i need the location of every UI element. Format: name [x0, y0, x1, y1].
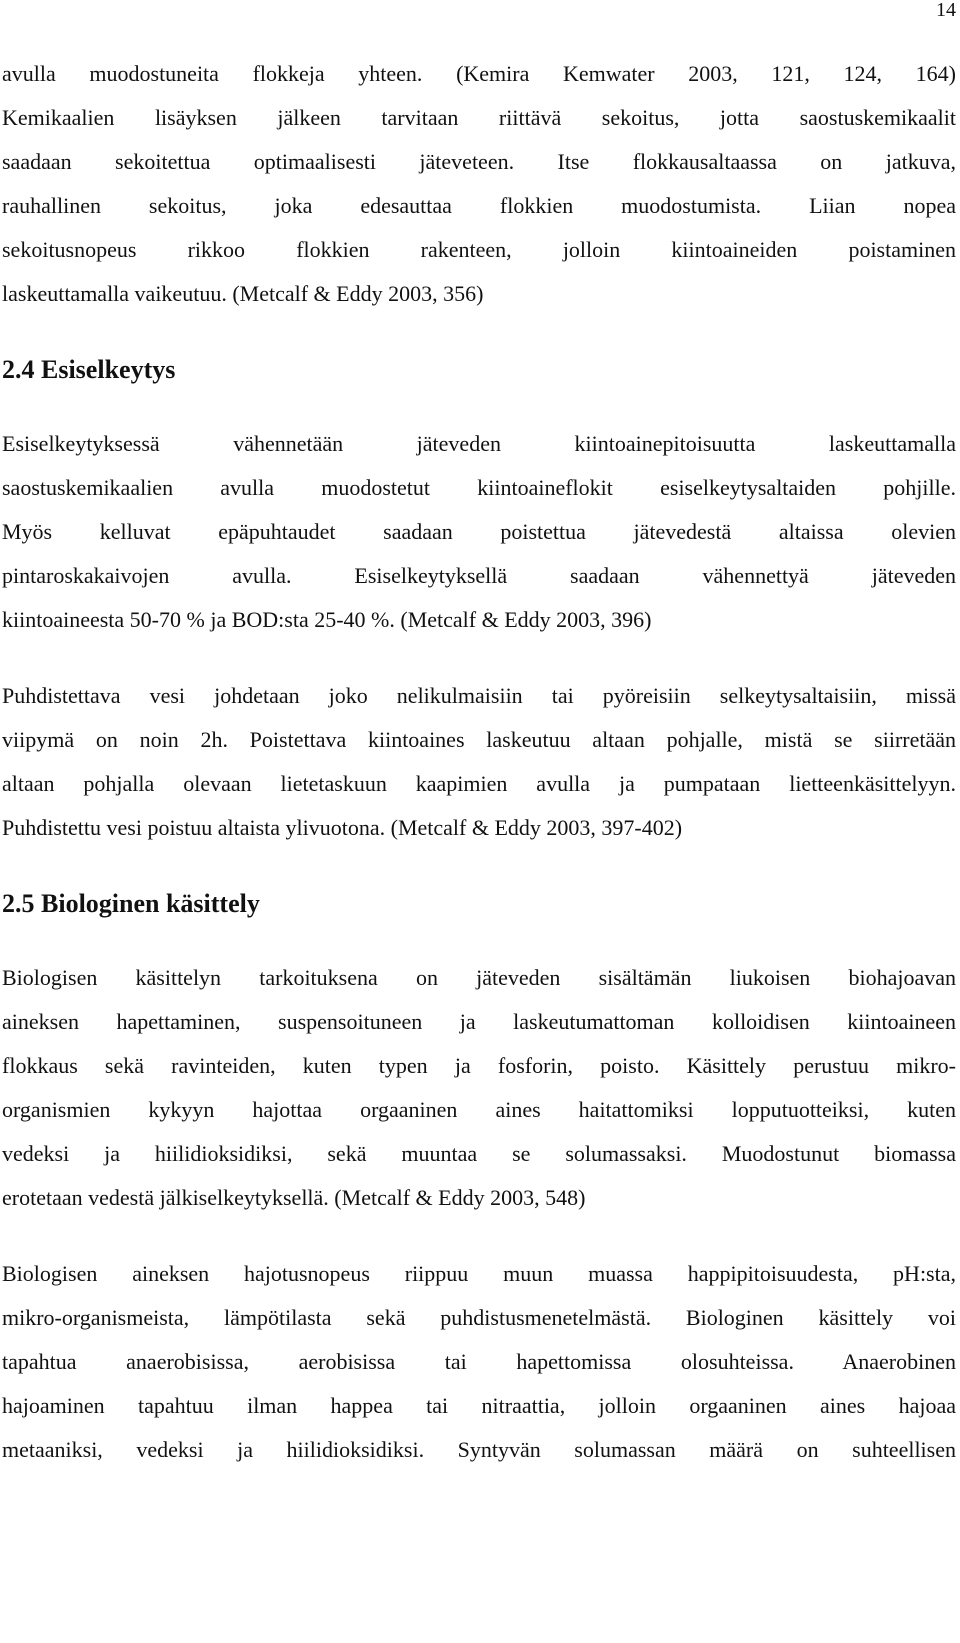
text-line: rauhallinen sekoitus, joka edesauttaa flokkien muodostumista. Liian nopea — [2, 193, 956, 218]
text-line: laskeuttamalla vaikeutuu. (Metcalf & Eddy 2003, 356) — [2, 281, 484, 306]
section-heading-esiselkeytys: 2.4 Esiselkeytys — [2, 355, 176, 384]
text-line: mikro-organismeista, lämpötilasta sekä puhdistusmenetelmästä. Biologinen käsittely voi — [2, 1305, 956, 1330]
text-line: hajoaminen tapahtuu ilman happea tai nitraattia, jolloin orgaaninen aines hajoaa — [2, 1393, 956, 1418]
text-line: vedeksi ja hiilidioksidiksi, sekä muuntaa se solumassaksi. Muodostunut biomassa — [2, 1141, 956, 1166]
paragraph-esiselkeytys-1 — [2, 422, 956, 642]
page-number: 14 — [936, 0, 956, 21]
text-line: Puhdistettava vesi johdetaan joko nelikulmaisiin tai pyöreisiin selkeytysaltaisiin, missä — [2, 683, 956, 708]
text-line: erotetaan vedestä jälkiselkeytyksellä. (Metcalf & Eddy 2003, 548) — [2, 1185, 586, 1210]
section-heading-biologinen: 2.5 Biologinen käsittely — [2, 889, 260, 918]
text-line: organismien kykyyn hajottaa orgaaninen aines haitattomiksi lopputuotteiksi, kuten — [2, 1097, 956, 1122]
text-line: Myös kelluvat epäpuhtaudet saadaan poistettua jätevedestä altaissa olevien — [2, 519, 956, 544]
paragraph-biologinen-2 — [2, 1252, 956, 1472]
text-line: saostuskemikaalien avulla muodostetut kiintoaineflokit esiselkeytysaltaiden pohjille. — [2, 475, 956, 500]
text-line: altaan pohjalla olevaan lietetaskuun kaapimien avulla ja pumpataan lietteenkäsittelyyn. — [2, 771, 956, 796]
text-line: viipymä on noin 2h. Poistettava kiintoaines laskeutuu altaan pohjalle, mistä se siirretään — [2, 727, 956, 752]
text-line: sekoitusnopeus rikkoo flokkien rakenteen, jolloin kiintoaineiden poistaminen — [2, 237, 956, 262]
text-line: Biologisen aineksen hajotusnopeus riippuu muun muassa happipitoisuudesta, pH:sta, — [2, 1261, 956, 1286]
text-line: Biologisen käsittelyn tarkoituksena on jäteveden sisältämän liukoisen biohajoavan — [2, 965, 956, 990]
text-line: tapahtua anaerobisissa, aerobisissa tai hapettomissa olosuhteissa. Anaerobinen — [2, 1349, 956, 1374]
paragraph-biologinen-1 — [2, 956, 956, 1220]
text-line: saadaan sekoitettua optimaalisesti jäteveteen. Itse flokkausaltaassa on jatkuva, — [2, 149, 956, 174]
text-line: pintaroskakaivojen avulla. Esiselkeytyksellä saadaan vähennettyä jäteveden — [2, 563, 956, 588]
text-line: avulla muodostuneita flokkeja yhteen. (Kemira Kemwater 2003, 121, 124, 164) — [2, 61, 956, 86]
paragraph-esiselkeytys-2 — [2, 674, 956, 850]
text-line: Esiselkeytyksessä vähennetään jäteveden kiintoainepitoisuutta laskeuttamalla — [2, 431, 956, 456]
text-line: flokkaus sekä ravinteiden, kuten typen ja fosforin, poisto. Käsittely perustuu mikro- — [2, 1053, 956, 1078]
text-line: kiintoaineesta 50-70 % ja BOD:sta 25-40 %. (Metcalf & Eddy 2003, 396) — [2, 607, 652, 632]
text-line: Puhdistettu vesi poistuu altaista ylivuotona. (Metcalf & Eddy 2003, 397-402) — [2, 815, 683, 840]
text-line: metaaniksi, vedeksi ja hiilidioksidiksi. Syntyvän solumassan määrä on suhteellisen — [2, 1437, 956, 1462]
text-line: Kemikaalien lisäyksen jälkeen tarvitaan riittävä sekoitus, jotta saostuskemikaalit — [2, 105, 956, 130]
paragraph-intro — [2, 52, 956, 316]
text-line: aineksen hapettaminen, suspensoituneen ja laskeutumattoman kolloidisen kiintoaineen — [2, 1009, 956, 1034]
document-body — [2, 52, 956, 1472]
